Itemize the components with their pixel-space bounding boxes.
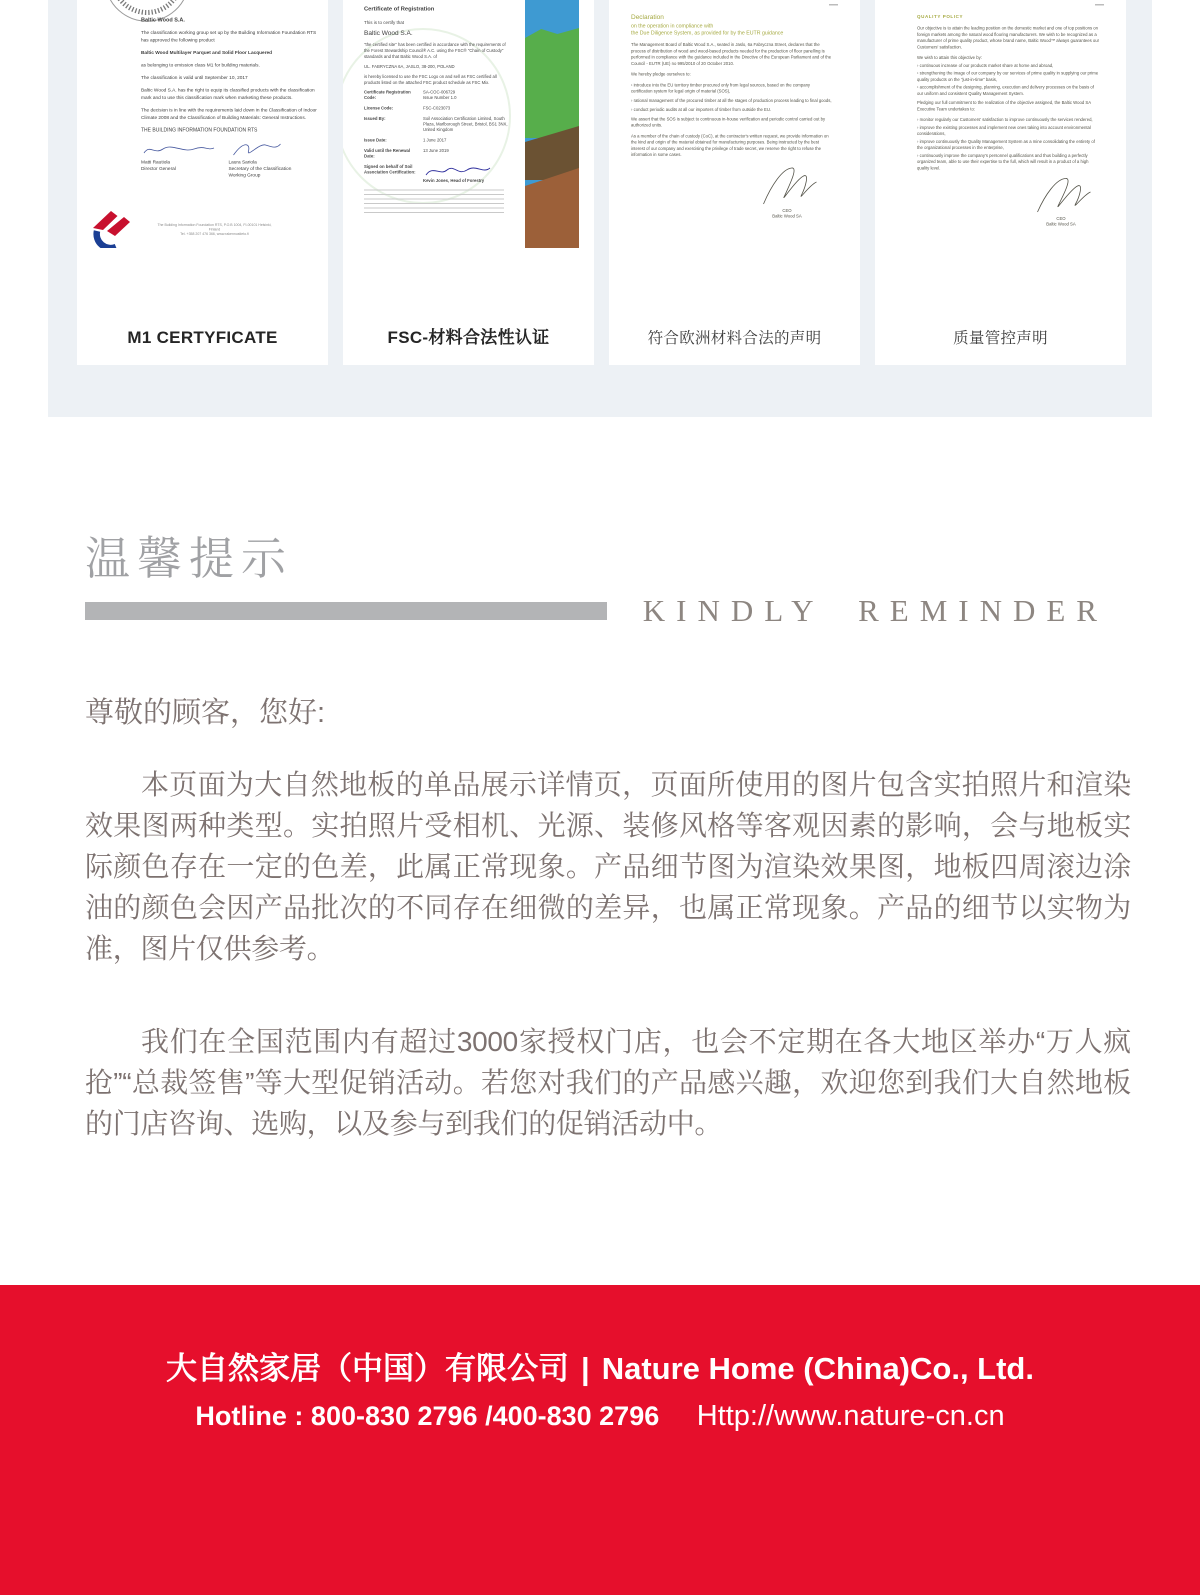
eutr-declaration-document	[609, 0, 860, 365]
certificate-card-fsc	[343, 0, 594, 365]
grass-band	[525, 26, 579, 138]
title-divider-bar	[85, 602, 607, 620]
greeting-text: 尊敬的顾客，您好:	[85, 697, 326, 729]
certificate-cards-row	[77, 0, 1126, 365]
footer-website-url: Http://www.nature-cn.cn	[696, 1400, 1005, 1432]
reminder-paragraph-1: 本页面为大自然地板的单品展示详情页，页面所使用的图片包含实拍照片和渲染效果图两种类型。实拍照片受相机、光源、装修风格等客观因素的影响，会与地板实际颜色存在一定的色差，此属正常现象。产品细节图为渲染效果图，地板四周滚边涂油的颜色会因产品批次的不同存在细微的差异，也属正常现象。产品的细节以实物为准，图片仅供参考。	[85, 769, 1131, 964]
cert3-paragraph: As a member of the chain of custody (CoC), at the contractor's written request, we provide information on the kind and origin of the material obtained for manufacturing purposes. Being instructed by the best interest of our company and exercising the privilege of trade secret, we reserve the right to refuse the information in some cases.	[631, 133, 829, 157]
cert4-sig-org: Baltic Wood SA	[1046, 221, 1076, 227]
page-corner-mark	[1095, 4, 1104, 6]
cert4-bullet: › improve continuously the Quality Management System as a mine consolidating the entirety of the organizational processes in the enterprise,	[917, 138, 1095, 150]
cert4-bullet: › improve the existing processes and implement new ones taking into account environmental considerations,	[917, 124, 1091, 136]
cert1-product: Baltic Wood Multilayer Parquet and Solid Floor Lacquered	[141, 50, 273, 56]
cert1-title: Baltic Wood S.A.	[141, 17, 185, 23]
cert2-holder: Baltic Wood S.A.	[364, 29, 413, 37]
certificate-card-quality	[875, 0, 1126, 365]
cert3-heading: Declaration	[631, 13, 664, 21]
cert2-field-row	[364, 116, 510, 133]
certificates-panel	[48, 0, 1152, 417]
cert1-paragraph: The classification working group set up by the Building Information Foundation RTS has approved the following product	[141, 30, 317, 43]
field-value: Issue Number 1.0	[423, 95, 457, 100]
cert4-bullet: › strengthening the image of our company by our services of prime quality in supplying our prime quality products on the "just-in-time" basis,	[917, 70, 1099, 82]
footer-company-cn: 大自然家居（中国）有限公司	[166, 1351, 570, 1386]
footer-hotline-numbers: 800-830 2796 /400-830 2796	[310, 1401, 660, 1431]
cert1-signer2-name: Laura Sariola	[228, 159, 257, 165]
field-label: Signed on behalf of Soil Association Certification:	[364, 164, 416, 175]
rts-logo-icon	[89, 208, 148, 248]
field-label: License Code:	[364, 105, 394, 111]
field-label: Certificate Registration Code:	[364, 89, 411, 100]
cert2-field-row	[364, 148, 510, 159]
signature-icon	[229, 140, 284, 157]
footer-contact-line	[0, 1400, 1200, 1433]
cert4-signature-block	[1016, 176, 1106, 227]
field-value: SA-COC-006729	[423, 89, 456, 95]
cert1-paragraph: Baltic Wood S.A. has the right to equip its classified products with the classification mark and to use this classification mark when marketing these products.	[141, 87, 315, 101]
section-title-cn: 温馨提示	[85, 533, 294, 584]
certificate-caption: 符合欧洲材料合法的声明	[647, 330, 822, 347]
cert1-paragraph: The decision is in line with the requirements laid down in the Classification of Indoor Climate 2008 and the Classification of Building Materials: General Instructions.	[141, 107, 317, 121]
cert1-signer-names	[141, 159, 320, 179]
footer-separator: |	[581, 1351, 590, 1386]
certificate-card-eutr	[609, 0, 860, 365]
certificate-caption: FSC-材料合法性认证	[387, 328, 550, 347]
cert4-bullet: › accomplishment of the designing, planning, execution and delivery processes on the basis of our uniform and consistent Quality Management System.	[917, 84, 1094, 96]
cert3-bullet: › introduce into the EU territory timber procured only from legal sources, based on the company certification system for legal origin of material (SOS),	[631, 82, 811, 94]
cert3-signature-block	[742, 165, 832, 219]
field-label: Issued By:	[364, 116, 386, 121]
cert3-sig-title: CEO	[782, 208, 792, 213]
page-corner-mark	[829, 4, 838, 6]
cert2-licensed: is hereby licensed to use the FSC Logo on and sell as FSC certified all products listed on the attached FSC product schedule as FSC Mix.	[364, 74, 497, 85]
cert3-paragraph: We hereby pledge ourselves to:	[631, 71, 691, 77]
cert1-signatures	[141, 137, 320, 157]
cert1-paragraph: The classification is valid until September 10, 2017	[141, 75, 248, 81]
cert2-field-row	[364, 90, 510, 101]
cert4-paragraph: We wish to attain this objective by:	[917, 55, 982, 60]
field-value: Soil Association Certification Limited, South Plaza, Marlborough Street, Bristol, BS1 3NX, United Kingdom	[423, 116, 508, 132]
cert4-paragraph: Our objective is to attain the leading position on the domestic market and one of top positions on foreign markets among the natural wood flooring manufacturers. We wish to be recognized as a manufacturer of prime quality product, whose brand name, Baltic Wood™ always guarantees our Customers' satisfaction.	[917, 25, 1100, 50]
cert1-foundation-name: THE BUILDING INFORMATION FOUNDATION RTS	[141, 127, 258, 133]
field-value: 1 June 2017	[423, 137, 447, 143]
cert2-field-row	[364, 164, 510, 184]
cert2-field-row	[364, 138, 510, 144]
quality-policy-document	[875, 0, 1126, 365]
cert3-bullet: › rational management of the procured timber at all the stages of production process leading to final goods,	[631, 97, 832, 103]
cert1-signer1-name: Matti Rautiola	[141, 159, 171, 165]
signature-icon	[423, 164, 510, 178]
cert4-bullet: › continuous increase of our products market share at home and abroad,	[917, 62, 1054, 68]
certificate-card-m1	[77, 0, 328, 365]
cert1-signer1-title: Director General	[141, 166, 176, 172]
field-label: Valid until the Renewal Date:	[364, 148, 411, 159]
cert3-bullet: › conduct periodic audits at all our importers of timber from outside the EU.	[631, 107, 772, 112]
signature-icon	[1024, 176, 1099, 216]
cert3-heading: the Due Diligence System, as provided for by the EUTR guidance	[631, 30, 784, 36]
signature-icon	[141, 140, 229, 157]
reminder-body	[85, 764, 1131, 1144]
certificate-caption: 质量管控声明	[953, 330, 1048, 347]
cert2-address: UL. FABRYCZNA 6A, JASLO, 38-200, POLAND	[364, 64, 455, 69]
m1-certificate-document	[77, 0, 328, 365]
cert4-paragraph: Pledging our full commitment to the realization of the objective assigned, the Baltic Wood SA Executive Team undertakes to:	[917, 100, 1091, 112]
field-label: Issue Date:	[364, 137, 387, 143]
cert4-sig-title: CEO	[1056, 216, 1066, 221]
cert3-paragraph: The Management Board of Baltic Wood S.A., seated in Jaslo, 6a Fabryczna Street, declares that the process of distribution of wood and wood-based products needed for the production of floor panelling is performed in compliance with the guidance included in the Directive of the European Parliament and of the Council - EUTR (UE) no 995/2010 of 20 October 2010.	[631, 42, 832, 66]
cert1-signer2-title: Secretary of the Classification Working Group	[228, 166, 292, 178]
cert3-heading: on the operation in compliance with	[631, 23, 714, 29]
cert1-paragraph: as belonging to emission class M1 for building materials.	[141, 62, 260, 68]
cert3-paragraph: We assert that the SOS is subject to continuous in-house verification and periodic control carried out by authorized units.	[631, 116, 826, 128]
cert4-bullet: › continuously improve the company's personnel qualifications and thus building a perfectly organized team, able to use their expertise to the full, which will result in a product of a high quality level.	[917, 152, 1089, 171]
cert2-title: Certificate of Registration	[364, 6, 435, 12]
signature-icon	[750, 165, 825, 208]
cert2-intro: "the certified site" has been certified in accordance with the requirements of the Forest Stewardship Council® A.C. using the FSC® "Chain of Custody" standards and that Baltic Wood S.A. of	[364, 42, 506, 59]
cert4-bullet: › monitor regularly our Customers' satisfaction to improve continuously the services rendered,	[917, 117, 1093, 122]
cert3-sig-org: Baltic Wood SA	[772, 213, 802, 219]
cert2-legal-smallprint	[364, 190, 504, 216]
reminder-paragraph-2: 我们在全国范围内有超过3000家授权门店，也会不定期在各大地区举办“万人疯抢”“总裁签售”等大型促销活动。若您对我们的产品感兴趣，欢迎您到我们大自然地板的门店咨询、选购，以及参与到我们的促销活动中。	[85, 1026, 1131, 1139]
footer-hotline-label: Hotline :	[195, 1401, 304, 1431]
cert2-certify-line: This is to certify that	[364, 20, 405, 25]
field-value: FSC-C023073	[423, 105, 451, 111]
cert1-address: The Building Information Foundation RTS, P.O.B 1004, FI-00101 Helsinki, Finland Tel. +358 207 476 366, www.rakennustieto.fi	[157, 223, 272, 236]
landscape-illustration	[525, 0, 579, 248]
footer-company-line	[0, 1285, 1200, 1388]
field-value: Kevin Jones, Head of Forestry	[423, 178, 485, 183]
section-title-row	[85, 595, 1108, 627]
cert2-field-row	[364, 106, 510, 112]
footer-company-en: Nature Home (China)Co., Ltd.	[601, 1351, 1034, 1386]
footer	[0, 1285, 1200, 1595]
cert4-heading: QUALITY POLICY	[917, 14, 964, 19]
section-title-en: KINDLY REMINDER	[642, 593, 1108, 628]
field-value: 13 June 2019	[423, 148, 449, 153]
certificate-caption: M1 CERTYFICATE	[127, 328, 278, 347]
